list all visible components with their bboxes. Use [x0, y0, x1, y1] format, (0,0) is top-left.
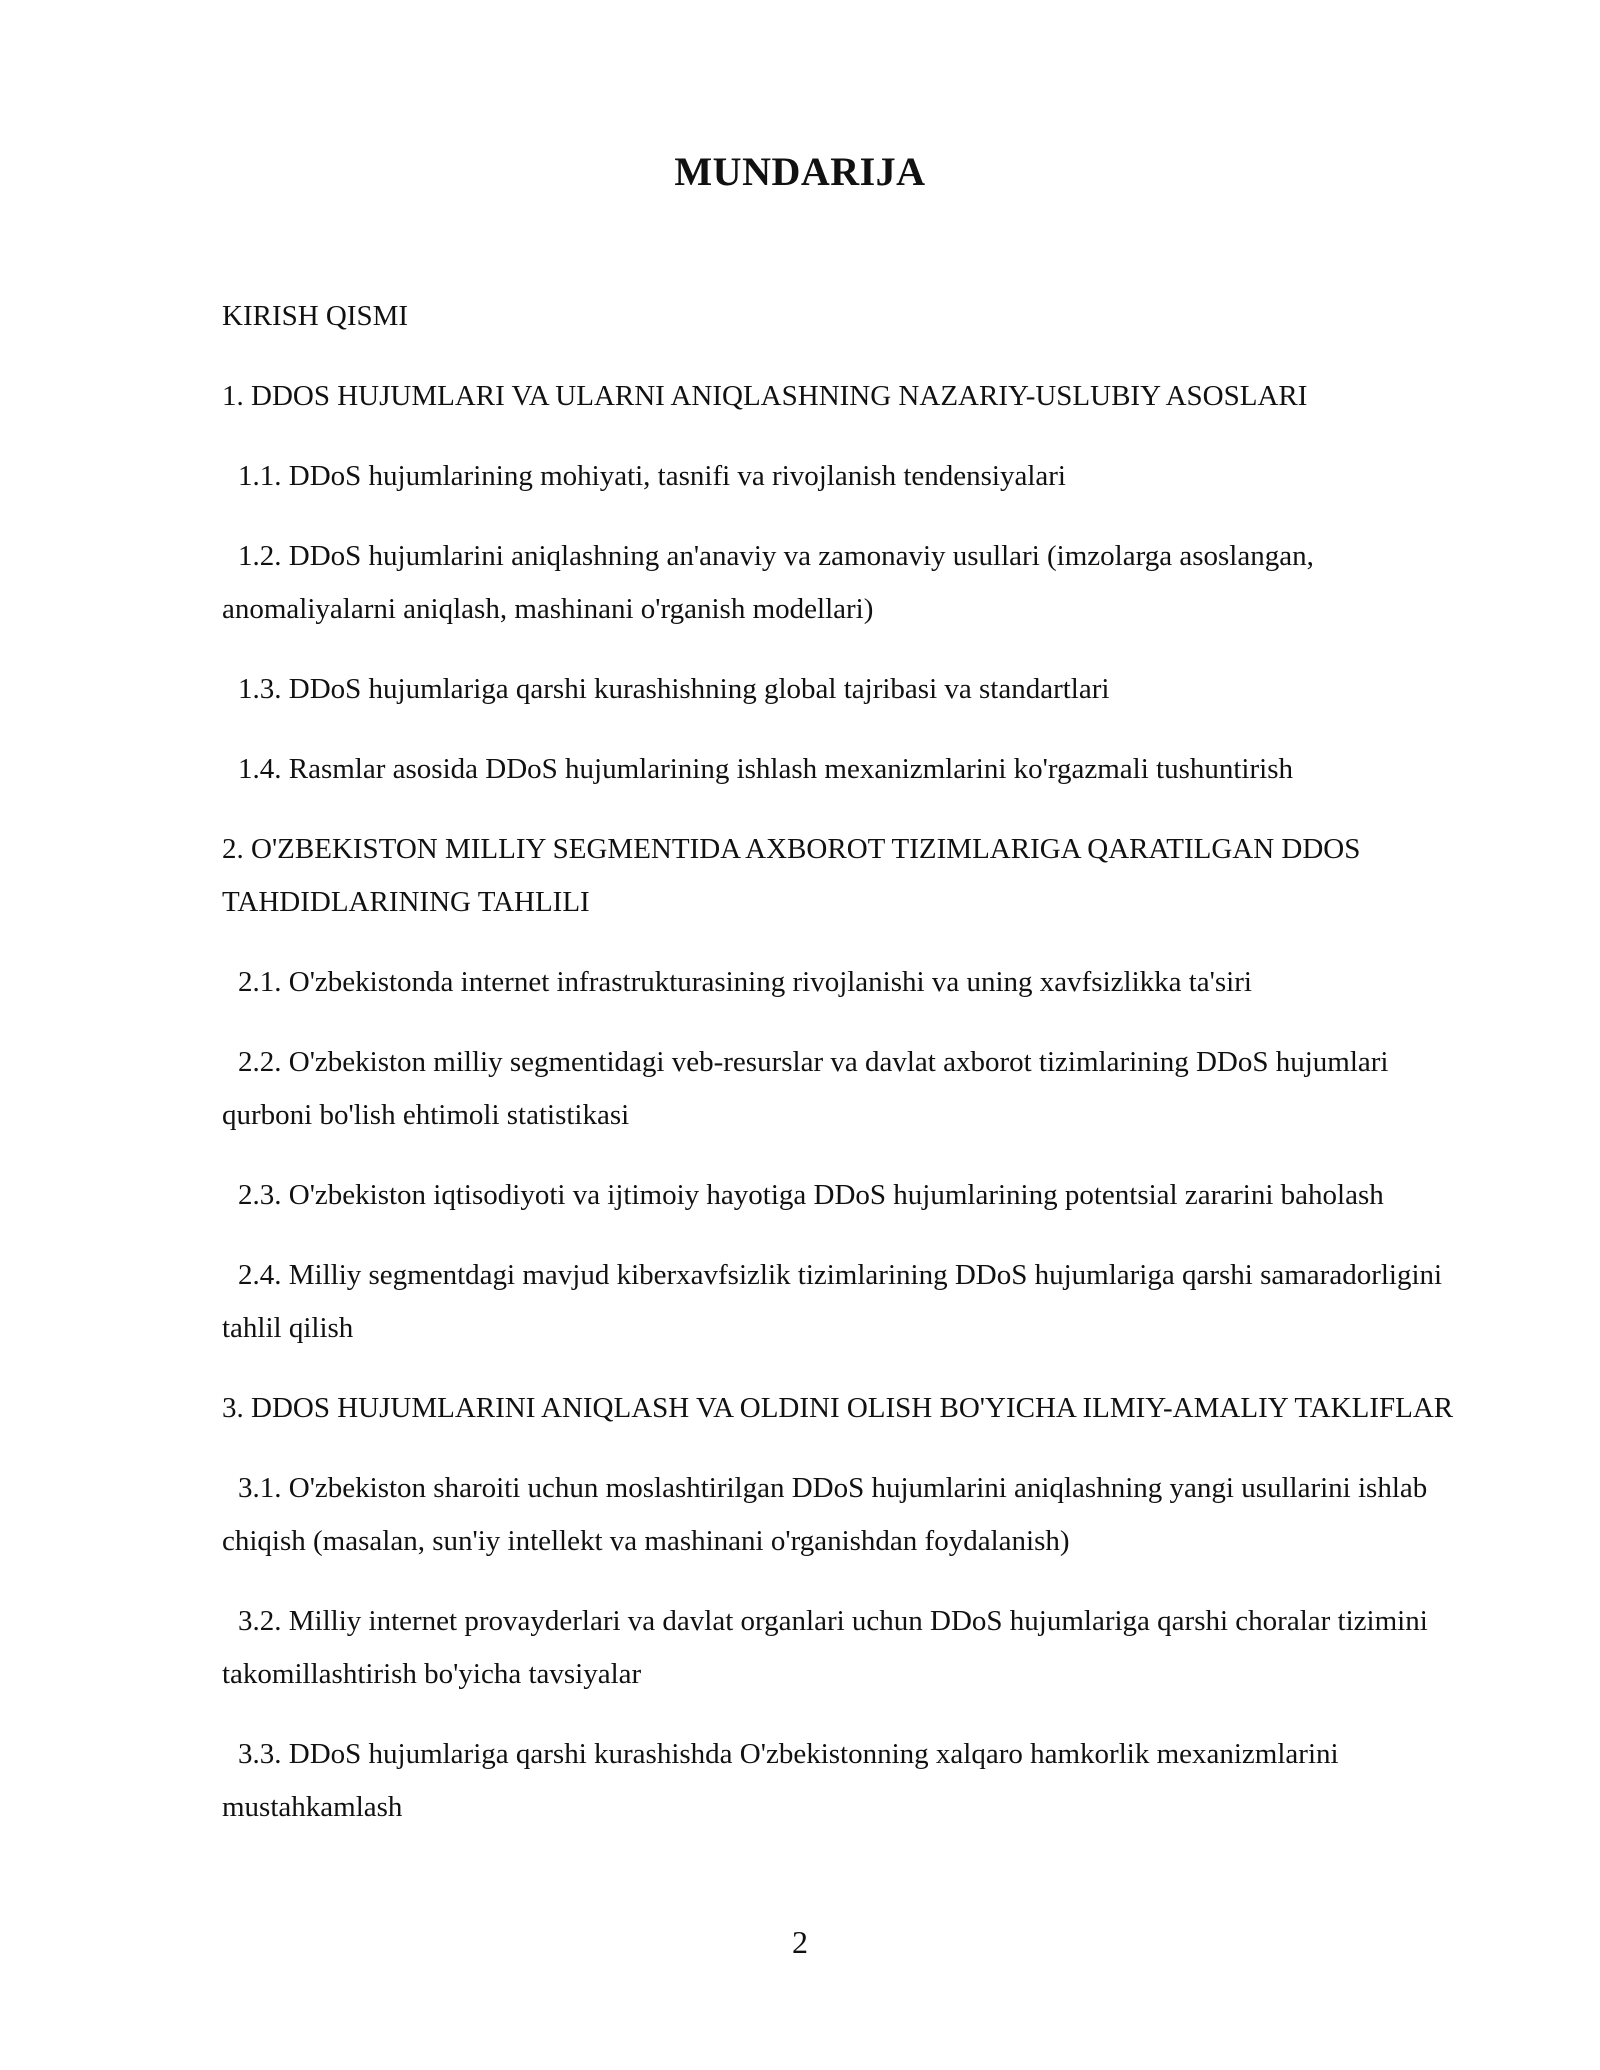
toc-subentry: 1.2. DDoS hujumlarini aniqlashning an'anaviy va zamonaviy usullari (imzolarga asoslangan, anomaliyalarni aniqlash, mashinani o'rganish modellari): [222, 540, 1314, 625]
toc-subentry: 2.1. O'zbekistonda internet infrastrukturasining rivojlanishi va uning xavfsizlikka ta'siri: [238, 966, 1252, 998]
toc-subentry: 1.4. Rasmlar asosida DDoS hujumlarining ishlash mexanizmlarini ko'rgazmali tushuntirish: [238, 753, 1293, 785]
toc-subentry: 1.3. DDoS hujumlariga qarshi kurashishning global tajribasi va standartlari: [238, 673, 1110, 705]
toc-entry: 2. O'ZBEKISTON MILLIY SEGMENTIDA AXBOROT TIZIMLARIGA QARATILGAN DDOS TAHDIDLARINING TAHLILI: [222, 833, 1361, 918]
table-of-contents: [222, 290, 1482, 1861]
page-title: MUNDARIJA: [674, 149, 926, 194]
page-number: 2: [792, 1924, 808, 1960]
toc-entry: 1. DDOS HUJUMLARI VA ULARNI ANIQLASHNING NAZARIY-USLUBIY ASOSLARI: [222, 380, 1308, 412]
toc-subentry: 3.3. DDoS hujumlariga qarshi kurashishda O'zbekistonning xalqaro hamkorlik mexanizmlarini mustahkamlash: [222, 1738, 1339, 1823]
toc-entry: 3. DDOS HUJUMLARINI ANIQLASH VA OLDINI OLISH BO'YICHA ILMIY-AMALIY TAKLIFLAR: [222, 1392, 1454, 1424]
toc-subentry: 2.3. O'zbekiston iqtisodiyoti va ijtimoiy hayotiga DDoS hujumlarining potentsial zararini baholash: [238, 1179, 1384, 1211]
toc-subentry: 1.1. DDoS hujumlarining mohiyati, tasnifi va rivojlanish tendensiyalari: [238, 460, 1066, 492]
toc-entry: KIRISH QISMI: [222, 300, 409, 332]
toc-subentry: 2.2. O'zbekiston milliy segmentidagi veb-resurslar va davlat axborot tizimlarining DDoS hujumlari qurboni bo'lish ehtimoli statistikasi: [222, 1046, 1389, 1131]
toc-subentry: 2.4. Milliy segmentdagi mavjud kiberxavfsizlik tizimlarining DDoS hujumlariga qarshi samaradorligini tahlil qilish: [222, 1259, 1443, 1344]
toc-subentry: 3.2. Milliy internet provayderlari va davlat organlari uchun DDoS hujumlariga qarshi choralar tizimini takomillashtirish bo'yicha tavsiyalar: [222, 1605, 1428, 1690]
toc-subentry: 3.1. O'zbekiston sharoiti uchun moslashtirilgan DDoS hujumlarini aniqlashning yangi usullarini ishlab chiqish (masalan, sun'iy intellekt va mashinani o'rganishdan foydalanish): [222, 1472, 1428, 1557]
